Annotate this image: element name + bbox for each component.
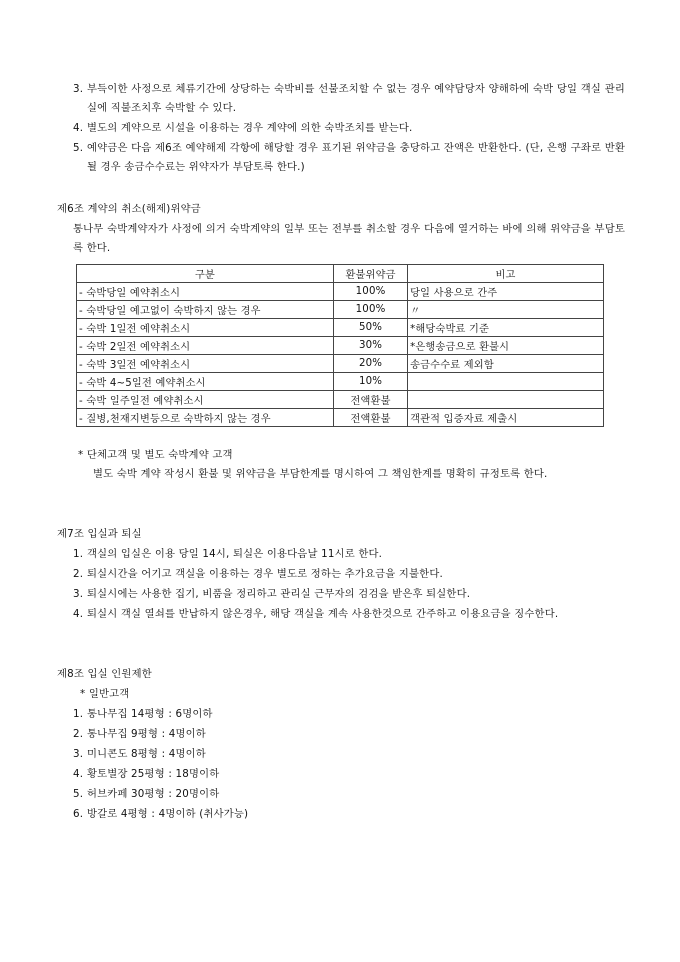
item-text: 예약금은 다음 제6조 예약해제 각항에 해당할 경우 표기된 위약금을 충당하고 잔액은 반환한다. (단, 은행 구좌로 반환될 경우 송금수수료는 위약자가 부담토록 한다.) xyxy=(87,142,625,173)
cell-category: - 숙박 2일전 예약취소시 xyxy=(77,337,334,355)
article6-intro: 통나무 숙박계약자가 사정에 의거 숙박계약의 일부 또는 전부를 취소할 경우 다음에 열거하는 바에 의해 위약금을 부담토록 한다. xyxy=(73,223,625,254)
cell-note: *은행송금으로 환불시 xyxy=(408,337,604,355)
article7-item-1 xyxy=(73,545,625,564)
article5-item-5 xyxy=(73,139,625,177)
header-penalty: 환불위약금 xyxy=(334,265,408,283)
item-number: 6. xyxy=(73,808,84,820)
header-category: 구분 xyxy=(77,265,334,283)
table-row xyxy=(77,391,604,409)
table-row xyxy=(77,301,604,319)
cell-penalty: 100% xyxy=(334,283,408,301)
article6-heading: 제6조 계약의 취소(해제)위약금 xyxy=(57,203,201,215)
cell-note: 송금수수료 제외함 xyxy=(408,355,604,373)
item-text: 허브카페 30평형 : 20명이하 xyxy=(87,788,220,800)
cell-category: - 숙박 4~5일전 예약취소시 xyxy=(77,373,334,391)
item-text: 부득이한 사정으로 체류기간에 상당하는 숙박비를 선불조치할 수 없는 경우 예약담당자 양해하에 숙박 당일 객실 관리실에 직불조치후 숙박할 수 있다. xyxy=(87,83,625,114)
table-row xyxy=(77,409,604,427)
cell-note: 당일 사용으로 간주 xyxy=(408,283,604,301)
cell-note xyxy=(408,391,604,409)
item-number: 4. xyxy=(73,122,84,134)
cell-category: - 숙박 1일전 예약취소시 xyxy=(77,319,334,337)
item-number: 3. xyxy=(73,588,84,600)
item-text: 통나무집 14평형 : 6명이하 xyxy=(87,708,213,720)
table-row xyxy=(77,355,604,373)
article5-item-4 xyxy=(73,119,625,138)
item-number: 2. xyxy=(73,568,84,580)
cell-category: - 질병,천재지변등으로 숙박하지 않는 경우 xyxy=(77,409,334,427)
table-row xyxy=(77,373,604,391)
general-customer-subheading: * 일반고객 xyxy=(80,688,130,700)
article7-item-4 xyxy=(73,605,625,624)
cell-category: - 숙박당일 예약취소시 xyxy=(77,283,334,301)
item-number: 4. xyxy=(73,608,84,620)
article8-heading: 제8조 입실 인원제한 xyxy=(57,668,152,680)
table-row xyxy=(77,283,604,301)
item-number: 3. xyxy=(73,748,84,760)
cell-category: - 숙박 3일전 예약취소시 xyxy=(77,355,334,373)
cell-penalty: 100% xyxy=(334,301,408,319)
cell-category: - 숙박당일 예고없이 숙박하지 않는 경우 xyxy=(77,301,334,319)
item-number: 3. xyxy=(73,83,84,95)
item-text: 황토별장 25평형 : 18명이하 xyxy=(87,768,220,780)
item-text: 퇴실시 객실 열쇠를 반납하지 않은경우, 해당 객실을 계속 사용한것으로 간주하고 이용요금을 징수한다. xyxy=(87,608,559,620)
group-customer-note-body: 별도 숙박 계약 작성시 환불 및 위약금을 부담한계를 명시하여 그 책임한계를 명확히 규정토록 한다. xyxy=(93,468,548,480)
cell-note xyxy=(408,373,604,391)
capacity-item xyxy=(73,745,625,764)
item-number: 1. xyxy=(73,708,84,720)
capacity-item xyxy=(73,725,625,744)
cell-penalty: 50% xyxy=(334,319,408,337)
table-header-row xyxy=(77,265,604,283)
item-text: 퇴실시간을 어기고 객실을 이용하는 경우 별도로 정하는 추가요금을 지불한다. xyxy=(87,568,443,580)
cell-note: 객관적 입증자료 제출시 xyxy=(408,409,604,427)
item-text: 객실의 입실은 이용 당일 14시, 퇴실은 이용다음날 11시로 한다. xyxy=(87,548,383,560)
penalty-table xyxy=(76,264,604,427)
article5-item-3 xyxy=(73,80,625,118)
item-number: 1. xyxy=(73,548,84,560)
article7-heading: 제7조 입실과 퇴실 xyxy=(57,528,142,540)
item-text: 통나무집 9평형 : 4명이하 xyxy=(87,728,206,740)
table-row xyxy=(77,319,604,337)
cell-penalty: 전액환불 xyxy=(334,391,408,409)
cell-penalty: 30% xyxy=(334,337,408,355)
item-text: 퇴실시에는 사용한 집기, 비품을 정리하고 관리실 근무자의 검검을 받은후 퇴실한다. xyxy=(87,588,471,600)
cell-note: *해당숙박료 기준 xyxy=(408,319,604,337)
item-number: 5. xyxy=(73,142,84,154)
article7-item-2 xyxy=(73,565,625,584)
header-note: 비고 xyxy=(408,265,604,283)
capacity-item xyxy=(73,785,625,804)
item-number: 5. xyxy=(73,788,84,800)
cell-penalty: 20% xyxy=(334,355,408,373)
cell-category: - 숙박 일주일전 예약취소시 xyxy=(77,391,334,409)
article7-item-3 xyxy=(73,585,625,604)
capacity-item xyxy=(73,765,625,784)
capacity-item xyxy=(73,705,625,724)
item-text: 방갈로 4평형 : 4명이하 (취사가능) xyxy=(87,808,249,820)
cell-penalty: 전액환불 xyxy=(334,409,408,427)
cell-penalty: 10% xyxy=(334,373,408,391)
table-row xyxy=(77,337,604,355)
item-text: 미니콘도 8평형 : 4명이하 xyxy=(87,748,206,760)
capacity-item xyxy=(73,805,625,824)
item-number: 4. xyxy=(73,768,84,780)
item-text: 별도의 계약으로 시설을 이용하는 경우 계약에 의한 숙박조치를 받는다. xyxy=(87,122,413,134)
item-number: 2. xyxy=(73,728,84,740)
cell-note: 〃 xyxy=(408,301,604,319)
group-customer-note-title: * 단체고객 및 별도 숙박계약 고객 xyxy=(78,449,233,461)
